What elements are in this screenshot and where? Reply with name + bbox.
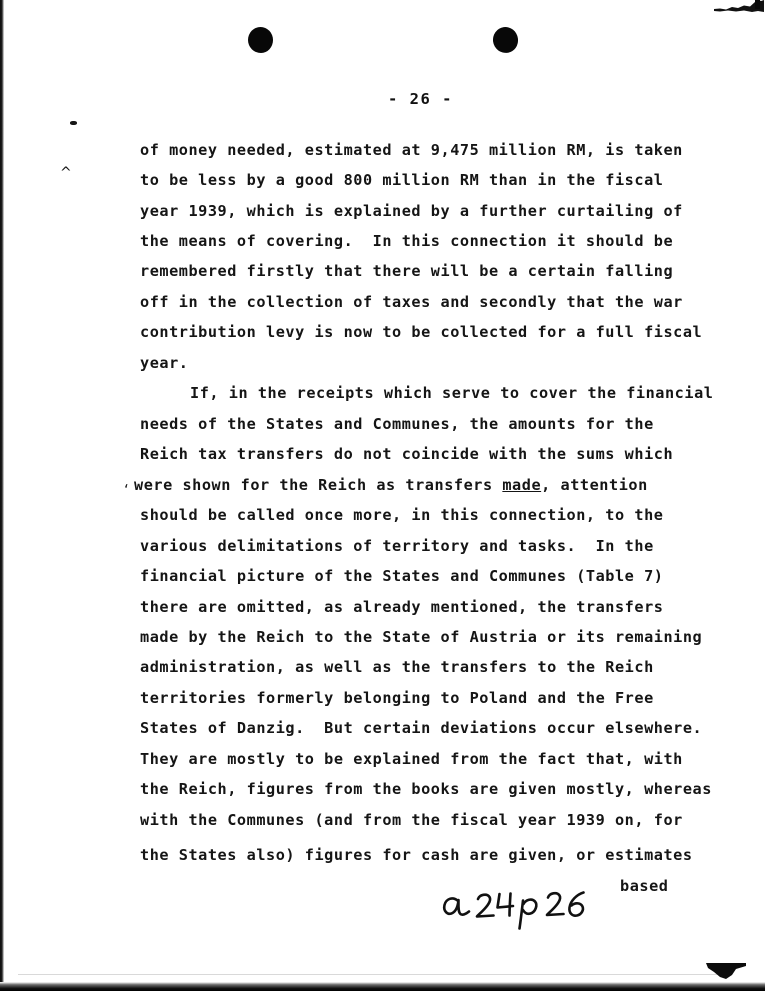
continuation-word-based: based <box>620 877 669 895</box>
body-line: remembered firstly that there will be a certain falling <box>140 262 674 280</box>
body-line-segment-before: were shown for the Reich as transfers <box>134 476 503 494</box>
punch-hole-left <box>248 27 273 53</box>
body-line: the States also) figures for cash are given, or estimates <box>140 846 693 864</box>
body-line: needs of the States and Communes, the amounts for the <box>140 415 654 433</box>
body-line: year. <box>140 354 189 372</box>
body-line-segment-after: , attention <box>541 476 648 494</box>
body-line-with-underline <box>134 476 648 494</box>
body-line: various delimitations of territory and tasks. In the <box>140 537 654 555</box>
page-number-label: - 26 - <box>388 90 453 108</box>
body-line: territories formerly belonging to Poland and the Free <box>140 689 654 707</box>
underlined-word-made: made <box>502 476 542 494</box>
scan-faint-rule <box>18 974 728 975</box>
body-line: off in the collection of taxes and secondly that the war <box>140 293 683 311</box>
body-line: administration, as well as the transfers to the Reich <box>140 658 654 676</box>
body-line: with the Communes (and from the fiscal year 1939 on, for <box>140 811 683 829</box>
scan-corner-mark-top-right <box>714 0 764 16</box>
margin-tick-mark: ‘ <box>124 481 129 499</box>
punch-hole-right <box>491 25 519 54</box>
scan-corner-mark-bottom-right <box>706 963 752 983</box>
page-number <box>0 90 765 108</box>
margin-speck-upper <box>70 121 77 125</box>
body-line: the Reich, figures from the books are given mostly, whereas <box>140 780 712 798</box>
body-line: Reich tax transfers do not coincide with the sums which <box>140 445 674 463</box>
body-line: If, in the receipts which serve to cover the financial <box>190 384 714 402</box>
body-line: States of Danzig. But certain deviations occur elsewhere. <box>140 719 703 737</box>
margin-caret-mark: ^ <box>60 165 72 181</box>
scan-edge-band-bottom <box>0 982 765 991</box>
body-line: year 1939, which is explained by a further curtailing of <box>140 202 683 220</box>
body-line: made by the Reich to the State of Austria or its remaining <box>140 628 703 646</box>
body-line: should be called once more, in this connection, to the <box>140 506 664 524</box>
handwritten-annotation <box>440 880 600 932</box>
body-line: there are omitted, as already mentioned, the transfers <box>140 598 664 616</box>
body-line: the means of covering. In this connection it should be <box>140 232 674 250</box>
body-line: of money needed, estimated at 9,475 million RM, is taken <box>140 141 683 159</box>
scan-edge-strip-left <box>0 0 4 991</box>
body-line: They are mostly to be explained from the fact that, with <box>140 750 683 768</box>
body-line: financial picture of the States and Communes (Table 7) <box>140 567 664 585</box>
body-line: contribution levy is now to be collected for a full fiscal <box>140 323 703 341</box>
body-line: to be less by a good 800 million RM than in the fiscal <box>140 171 664 189</box>
